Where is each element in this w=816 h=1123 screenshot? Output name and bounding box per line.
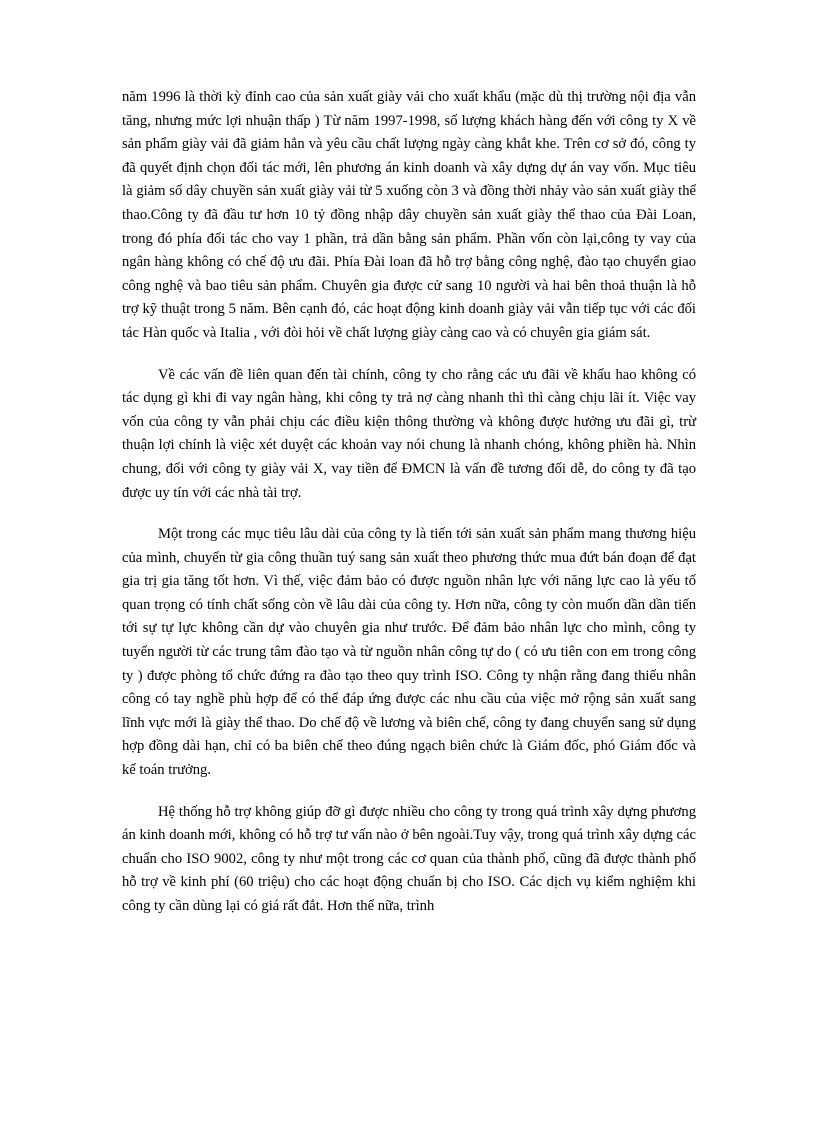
- document-page: [122, 86, 696, 937]
- paragraph-4: Hệ thống hỗ trợ không giúp đỡ gì được nhiều cho công ty trong quá trình xây dựng phương án kinh doanh mới, không có hỗ trợ tư vấn nào ở bên ngoài.Tuy vậy, trong quá trình xây dựng các chuẩn cho ISO 9002, công ty như một trong các cơ quan của thành phố, cũng đã được thành phố hỗ trợ về kinh phí (60 triệu) cho các hoạt động chuẩn bị cho ISO. Các dịch vụ kiểm nghiệm khi công ty cần dùng lại có giá rất đắt. Hơn thế nữa, trình: [122, 803, 696, 914]
- paragraph-2: Về các vấn đề liên quan đến tài chính, công ty cho rằng các ưu đãi về khấu hao không có tác dụng gì khi đi vay ngân hàng, khi công ty trả nợ càng nhanh thì thì càng chịu lãi ít. Việc vay vốn của công ty vẫn phải chịu các điều kiện thông thường và không được hưởng ưu đãi gì, trừ thuận lợi chính là việc xét duyệt các khoản vay nói chung là nhanh chóng, không phiền hà. Nhìn chung, đối với công ty giày vải X, vay tiền để ĐMCN là vấn đề tương đối dễ, do công ty đã tạo được uy tín với các nhà tài trợ.: [122, 366, 696, 501]
- paragraph-1: năm 1996 là thời kỳ đỉnh cao của sản xuất giày vải cho xuất khẩu (mặc dù thị trường nội địa vẫn tăng, nhưng mức lợi nhuận thấp ) Từ năm 1997-1998, số lượng khách hàng đến với công ty X về sản phẩm giày vải đã giảm hẳn và yêu cầu chất lượng ngày càng khắt khe. Trên cơ sở đó, công ty đã quyết định chọn đối tác mới, lên phương án kinh doanh và xây dựng dự án vay vốn. Mục tiêu là giảm số dây chuyền sản xuất giày vải từ 5 xuống còn 3 và đồng thời nhảy vào sản xuất giày thể thao.Công ty đã đầu tư hơn 10 tỷ đồng nhập dây chuyền sản xuất giày thể thao của Đài Loan, trong đó phía đối tác cho vay 1 phần, trả dần bằng sản phẩm. Phần vốn còn lại,công ty vay của ngân hàng không có chế độ ưu đãi. Phía Đài loan đã hỗ trợ bằng công nghệ, đào tạo chuyển giao công nghệ và bao tiêu sản phẩm. Chuyên gia được cử sang 10 người và hai bên thoả thuận là hỗ trợ kỹ thuật trong 5 năm. Bên cạnh đó, các hoạt động kinh doanh giày vải vẫn tiếp tục với các đối tác Hàn quốc và Italia , với đòi hỏi về chất lượng giày càng cao và có chuyên gia giám sát.: [122, 89, 696, 341]
- paragraph-3: Một trong các mục tiêu lâu dài của công ty là tiến tới sản xuất sản phẩm mang thương hiệu của mình, chuyển từ gia công thuần tuý sang sản xuất theo phương thức mua đứt bán đoạn để đạt gia trị gia tăng tốt hơn. Vì thế, việc đảm bảo có được nguồn nhân lực với năng lực cao là yếu tố quan trọng có tính chất sống còn về lâu dài của công ty. Hơn nữa, công ty còn muốn dần dần tiến tới sự tự lực không cần dự vào chuyên gia như trước. Để đảm bảo nhân lực cho mình, công ty tuyển người từ các trung tâm đào tạo và từ nguồn nhân công tự do ( có ưu tiên con em trong công ty ) được phòng tổ chức đứng ra đào tạo theo quy trình ISO. Công ty nhận rằng đang thiếu nhân công có tay nghề phù hợp để có thể đáp ứng được các nhu cầu của việc mở rộng sản xuất sang lĩnh vực mới là giày thể thao. Do chế độ về lương và biên chế, công ty đang chuyển sang sử dụng hợp đồng dài hạn, chỉ có ba biên chế theo đúng ngạch biên chức là Giám đốc, phó Giám đốc và kế toán trưởng.: [122, 526, 696, 779]
